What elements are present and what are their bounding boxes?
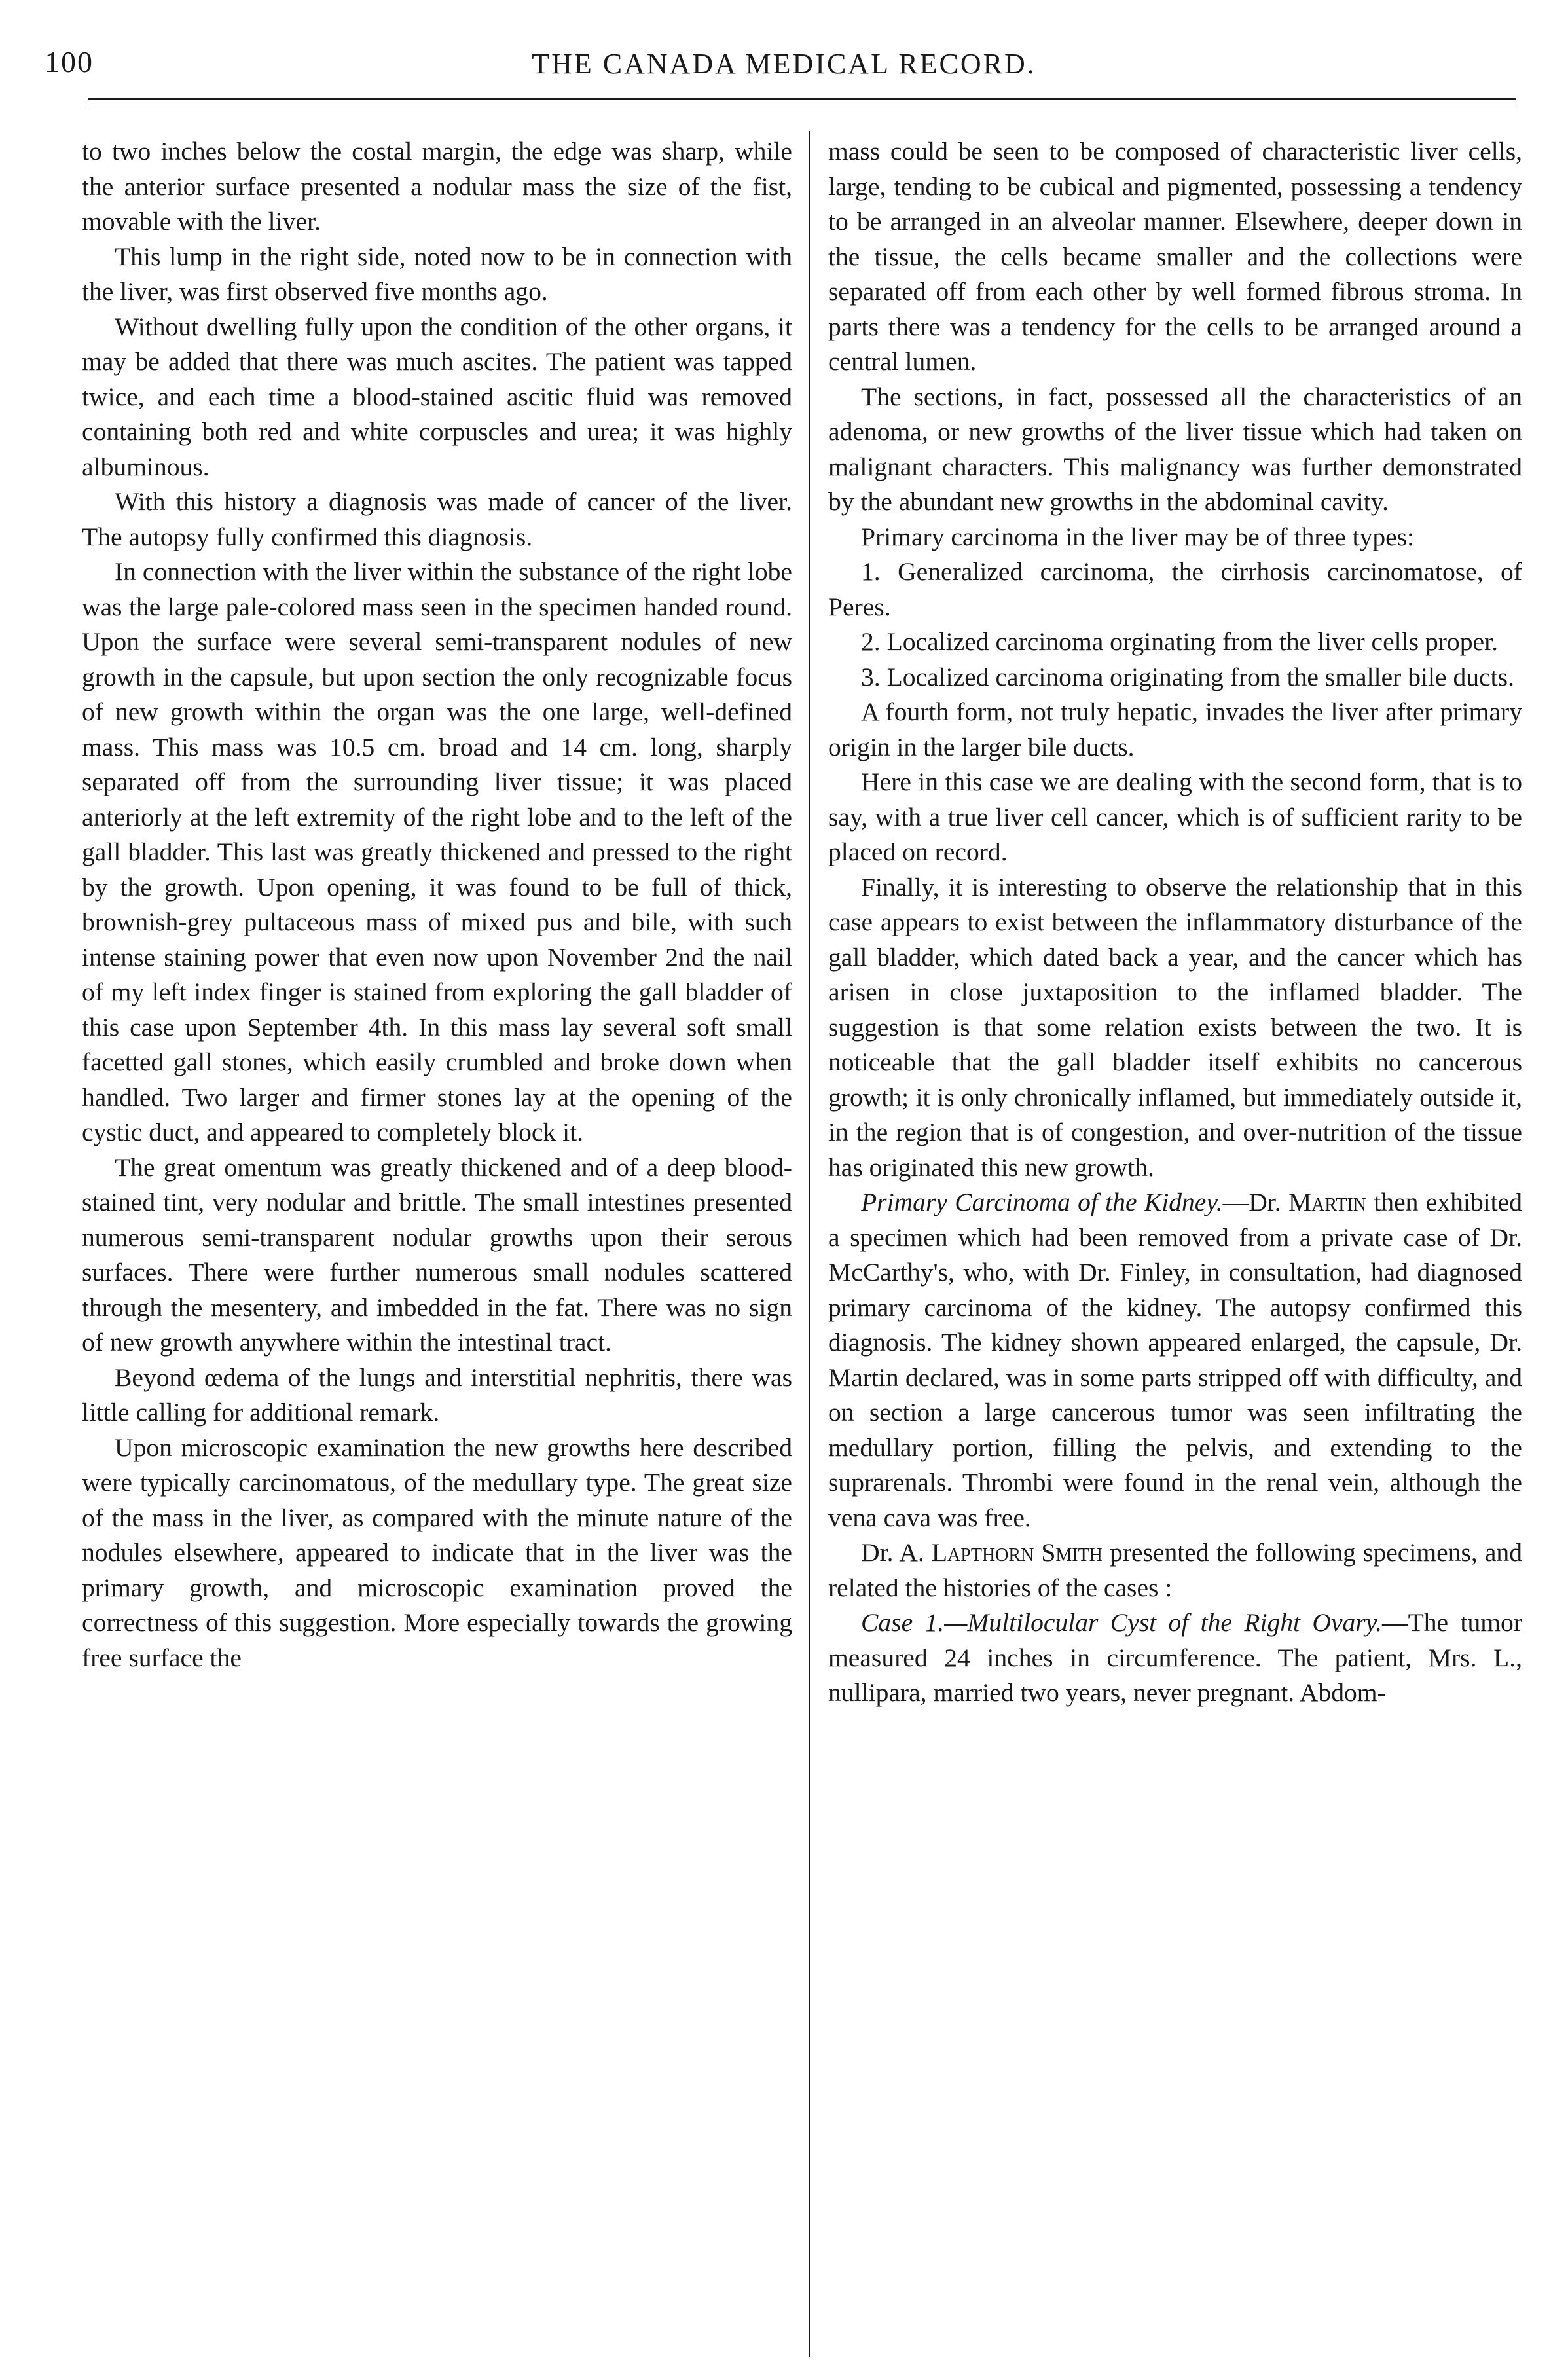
prefix: Dr. A. <box>861 1538 932 1567</box>
paragraph-text: then exhibited a specimen which had been removed from a private case of Dr. McCarthy's, who, with Dr. Finley, in consultation, had diagnosed primary carcinoma of the kidney. The autopsy confirmed this diagnosis. The kidney shown appeared enlarged, the capsule, Dr. Martin declared, was in some parts stripped off with difficulty, and on section a large cancerous tumor was seen infiltrating the medullary portion, filling the pelvis, and extending to the suprarenals. Thrombi were found in the renal vein, although the vena cava was free. <box>828 1188 1522 1532</box>
paragraph: This lump in the right side, noted now to be in connection with the liver, was first observed five months ago. <box>82 242 792 306</box>
left-column <box>82 134 792 2360</box>
list-item: 3. Localized carcinoma originating from the smaller bile ducts. <box>861 662 1514 691</box>
list-item: 1. Generalized carcinoma, the cirrhosis carcinomatose, of Peres. <box>828 557 1522 621</box>
paragraph: Upon microscopic examination the new growths here described were typically carcinomatous, of the medullary type. The great size of the mass in the liver, as compared with the minute nature of the nodules elsewhere, appeared to indicate that in the liver was the primary growth, and microscopic examination proved the correctness of this suggestion. More especially towards the growing free surface the <box>82 1433 792 1672</box>
page-number: 100 <box>45 45 94 79</box>
paragraph: Here in this case we are dealing with the second form, that is to say, with a true liver cell cancer, which is of sufficient rarity to be placed on record. <box>828 767 1522 866</box>
paragraph-text: presented the following specimens, and related the histories of the cases : <box>828 1538 1522 1602</box>
paragraph: to two inches below the costal margin, the edge was sharp, while the anterior surface presented a nodular mass the size of the fist, movable with the liver. <box>82 137 792 236</box>
header-rule-thick <box>88 98 1516 100</box>
section-heading: —Multilocular Cyst of the Right Ovary. <box>944 1608 1382 1637</box>
dash: —Dr. <box>1222 1188 1288 1216</box>
paragraph-kidney <box>828 1185 1522 1535</box>
paragraph: Beyond œdema of the lungs and interstitial nephritis, there was little calling for additional remark. <box>82 1363 792 1427</box>
paragraph-case-1 <box>828 1605 1522 1711</box>
paragraph: A fourth form, not truly hepatic, invades the liver after primary origin in the larger bile ducts. <box>828 697 1522 761</box>
paragraph: The sections, in fact, possessed all the characteristics of an adenoma, or new growths of the liver tissue which had taken on malignant characters. This malignancy was further demonstrated by the abundant new growths in the abdominal cavity. <box>828 382 1522 516</box>
paragraph-specimens <box>828 1535 1522 1605</box>
section-heading: Primary Carcinoma of the Kidney. <box>861 1188 1223 1216</box>
paragraph: Without dwelling fully upon the condition of the other organs, it may be added that there was much ascites. The patient was tapped twice, and each time a blood-stained ascitic fluid was removed containing both red and white corpuscles and urea; it was highly albuminous. <box>82 312 792 481</box>
paragraph: mass could be seen to be composed of characteristic liver cells, large, tending to be cubical and pigmented, possessing a tendency to be arranged in an alveolar manner. Elsewhere, deeper down in the tissue, the cells became smaller and the collections were separated off from each other by well formed fibrous stroma. In parts there was a tendency for the cells to be arranged around a central lumen. <box>828 137 1522 376</box>
author-name: Martin <box>1288 1188 1367 1216</box>
paragraph-text: —The tumor measured 24 inches in circumference. The patient, Mrs. L., nullipara, married two years, never pregnant. Abdom- <box>828 1608 1522 1707</box>
list-item: 2. Localized carcinoma orginating from the liver cells proper. <box>861 627 1498 656</box>
paragraph: In connection with the liver within the substance of the right lobe was the large pale-colored mass seen in the specimen handed round. Upon the surface were several semi-transparent nodules of new growth in the capsule, but upon section the only recognizable focus of new growth within the organ was the one large, well-defined mass. This mass was 10.5 cm. broad and 14 cm. long, sharply separated off from the surrounding liver tissue; it was placed anteriorly at the left extremity of the right lobe and to the left of the gall bladder. This last was greatly thickened and pressed to the right by the growth. Upon opening, it was found to be full of thick, brownish-grey pultaceous mass of mixed pus and bile, with such intense staining power that even now upon November 2nd the nail of my left index finger is stained from exploring the gall bladder of this case upon September 4th. In this mass lay several soft small facetted gall stones, which easily crumbled and broke down when handled. Two larger and firmer stones lay at the opening of the cystic duct, and appeared to completely block it. <box>82 557 792 1146</box>
running-title: THE CANADA MEDICAL RECORD. <box>532 48 1036 80</box>
case-label: Case 1. <box>861 1608 945 1637</box>
page-header <box>0 0 1568 98</box>
paragraph: With this history a diagnosis was made of cancer of the liver. The autopsy fully confirmed this diagnosis. <box>82 487 792 551</box>
paragraph: The great omentum was greatly thickened and of a deep blood-stained tint, very nodular and brittle. The small intestines presented numerous semi-transparent nodular growths upon their serous surfaces. There were further numerous small nodules scattered through the mesentery, and imbedded in the fat. There was no sign of new growth anywhere within the intestinal tract. <box>82 1152 792 1357</box>
column-divider <box>809 131 810 2357</box>
right-column <box>828 134 1522 2360</box>
author-name: Lapthorn Smith <box>931 1538 1103 1567</box>
paragraph: Primary carcinoma in the liver may be of three types: <box>861 522 1415 551</box>
paragraph: Finally, it is interesting to observe the relationship that in this case appears to exist between the inflammatory disturbance of the gall bladder, which dated back a year, and the cancer which has arisen in close juxtaposition to the inflamed bladder. The suggestion is that some relation exists between the two. It is noticeable that the gall bladder itself exhibits no cancerous growth; it is only chronically inflamed, but immediately outside it, in the region that is of congestion, and over-nutrition of the tissue has originated this new growth. <box>828 872 1522 1182</box>
